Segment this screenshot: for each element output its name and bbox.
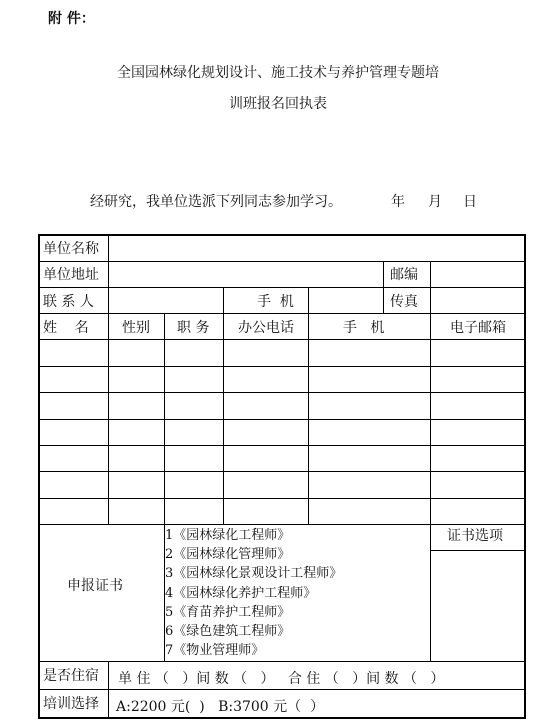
header-office-phone: 办公电话 [238,320,294,336]
row-line [430,550,526,551]
row-line [38,339,526,340]
col-line [383,261,384,313]
row-line [38,689,526,690]
accommodation-label: 是否住宿 [43,668,99,684]
header-position: 职 务 [177,320,210,336]
certificate-item: 1《园林绿化工程师》 [165,528,291,543]
col-line [223,287,224,524]
training-options: A:2200 元( ) B:3700 元（ ） [116,699,325,715]
table-border-top [38,234,526,236]
table-border-right [524,234,526,719]
unit-address-label: 单位地址 [43,267,99,283]
training-label: 培训选择 [43,696,99,712]
row-line [38,661,526,662]
certificate-label: 申报证书 [67,578,123,594]
row-line [38,498,526,499]
header-name: 姓 名 [43,320,89,336]
col-line [108,661,109,719]
unit-name-label: 单位名称 [43,241,99,257]
row-line [38,313,526,314]
header-mobile: 手 机 [343,320,385,336]
certificate-list [165,526,342,660]
postcode-label: 邮编 [390,267,418,283]
row-line [38,524,526,525]
col-line [308,287,309,524]
col-line [430,261,431,661]
row-line [38,445,526,446]
certificate-item: 4《园林绿化养护工程师》 [165,585,317,601]
row-line [38,471,526,472]
date-year-label: 年 [391,194,405,210]
contact-label: 联 系 人 [43,294,94,310]
certificate-item: 3《园林绿化景观设计工程师》 [165,566,343,582]
header-email: 电子邮箱 [450,320,506,336]
fax-label: 传真 [390,294,418,310]
attachment-label: 附 件： [48,11,95,27]
certificate-item: 2《园林绿化管理师》 [165,547,291,563]
row-line [38,419,526,420]
certificate-item: 5《育苗养护工程师》 [165,604,291,620]
certificate-item: 6《绿色建筑工程师》 [165,624,291,640]
accommodation-options: 单 住 （ ）间 数 （ ） 合 住 （ ）间 数 （ ） [118,671,445,687]
certificate-option-label: 证书选项 [447,528,503,544]
row-line [38,366,526,367]
certificate-item: 7《物业管理师》 [165,643,265,659]
form-title-line1: 全国园林绿化规划设计、施工技术与养护管理专题培 [117,65,439,81]
date-month-label: 月 [428,194,442,210]
row-line [38,261,526,262]
row-line [38,392,526,393]
header-gender: 性别 [122,320,150,336]
form-title-line2: 训班报名回执表 [229,96,327,112]
date-day-label: 日 [463,194,477,210]
statement-text: 经研究，我单位选派下列同志参加学习。 [90,194,342,210]
col-line [108,234,109,524]
mobile-label: 手 机 [257,294,294,310]
row-line [38,287,526,288]
table-border-bottom [38,717,526,719]
table-border-left [38,234,40,719]
